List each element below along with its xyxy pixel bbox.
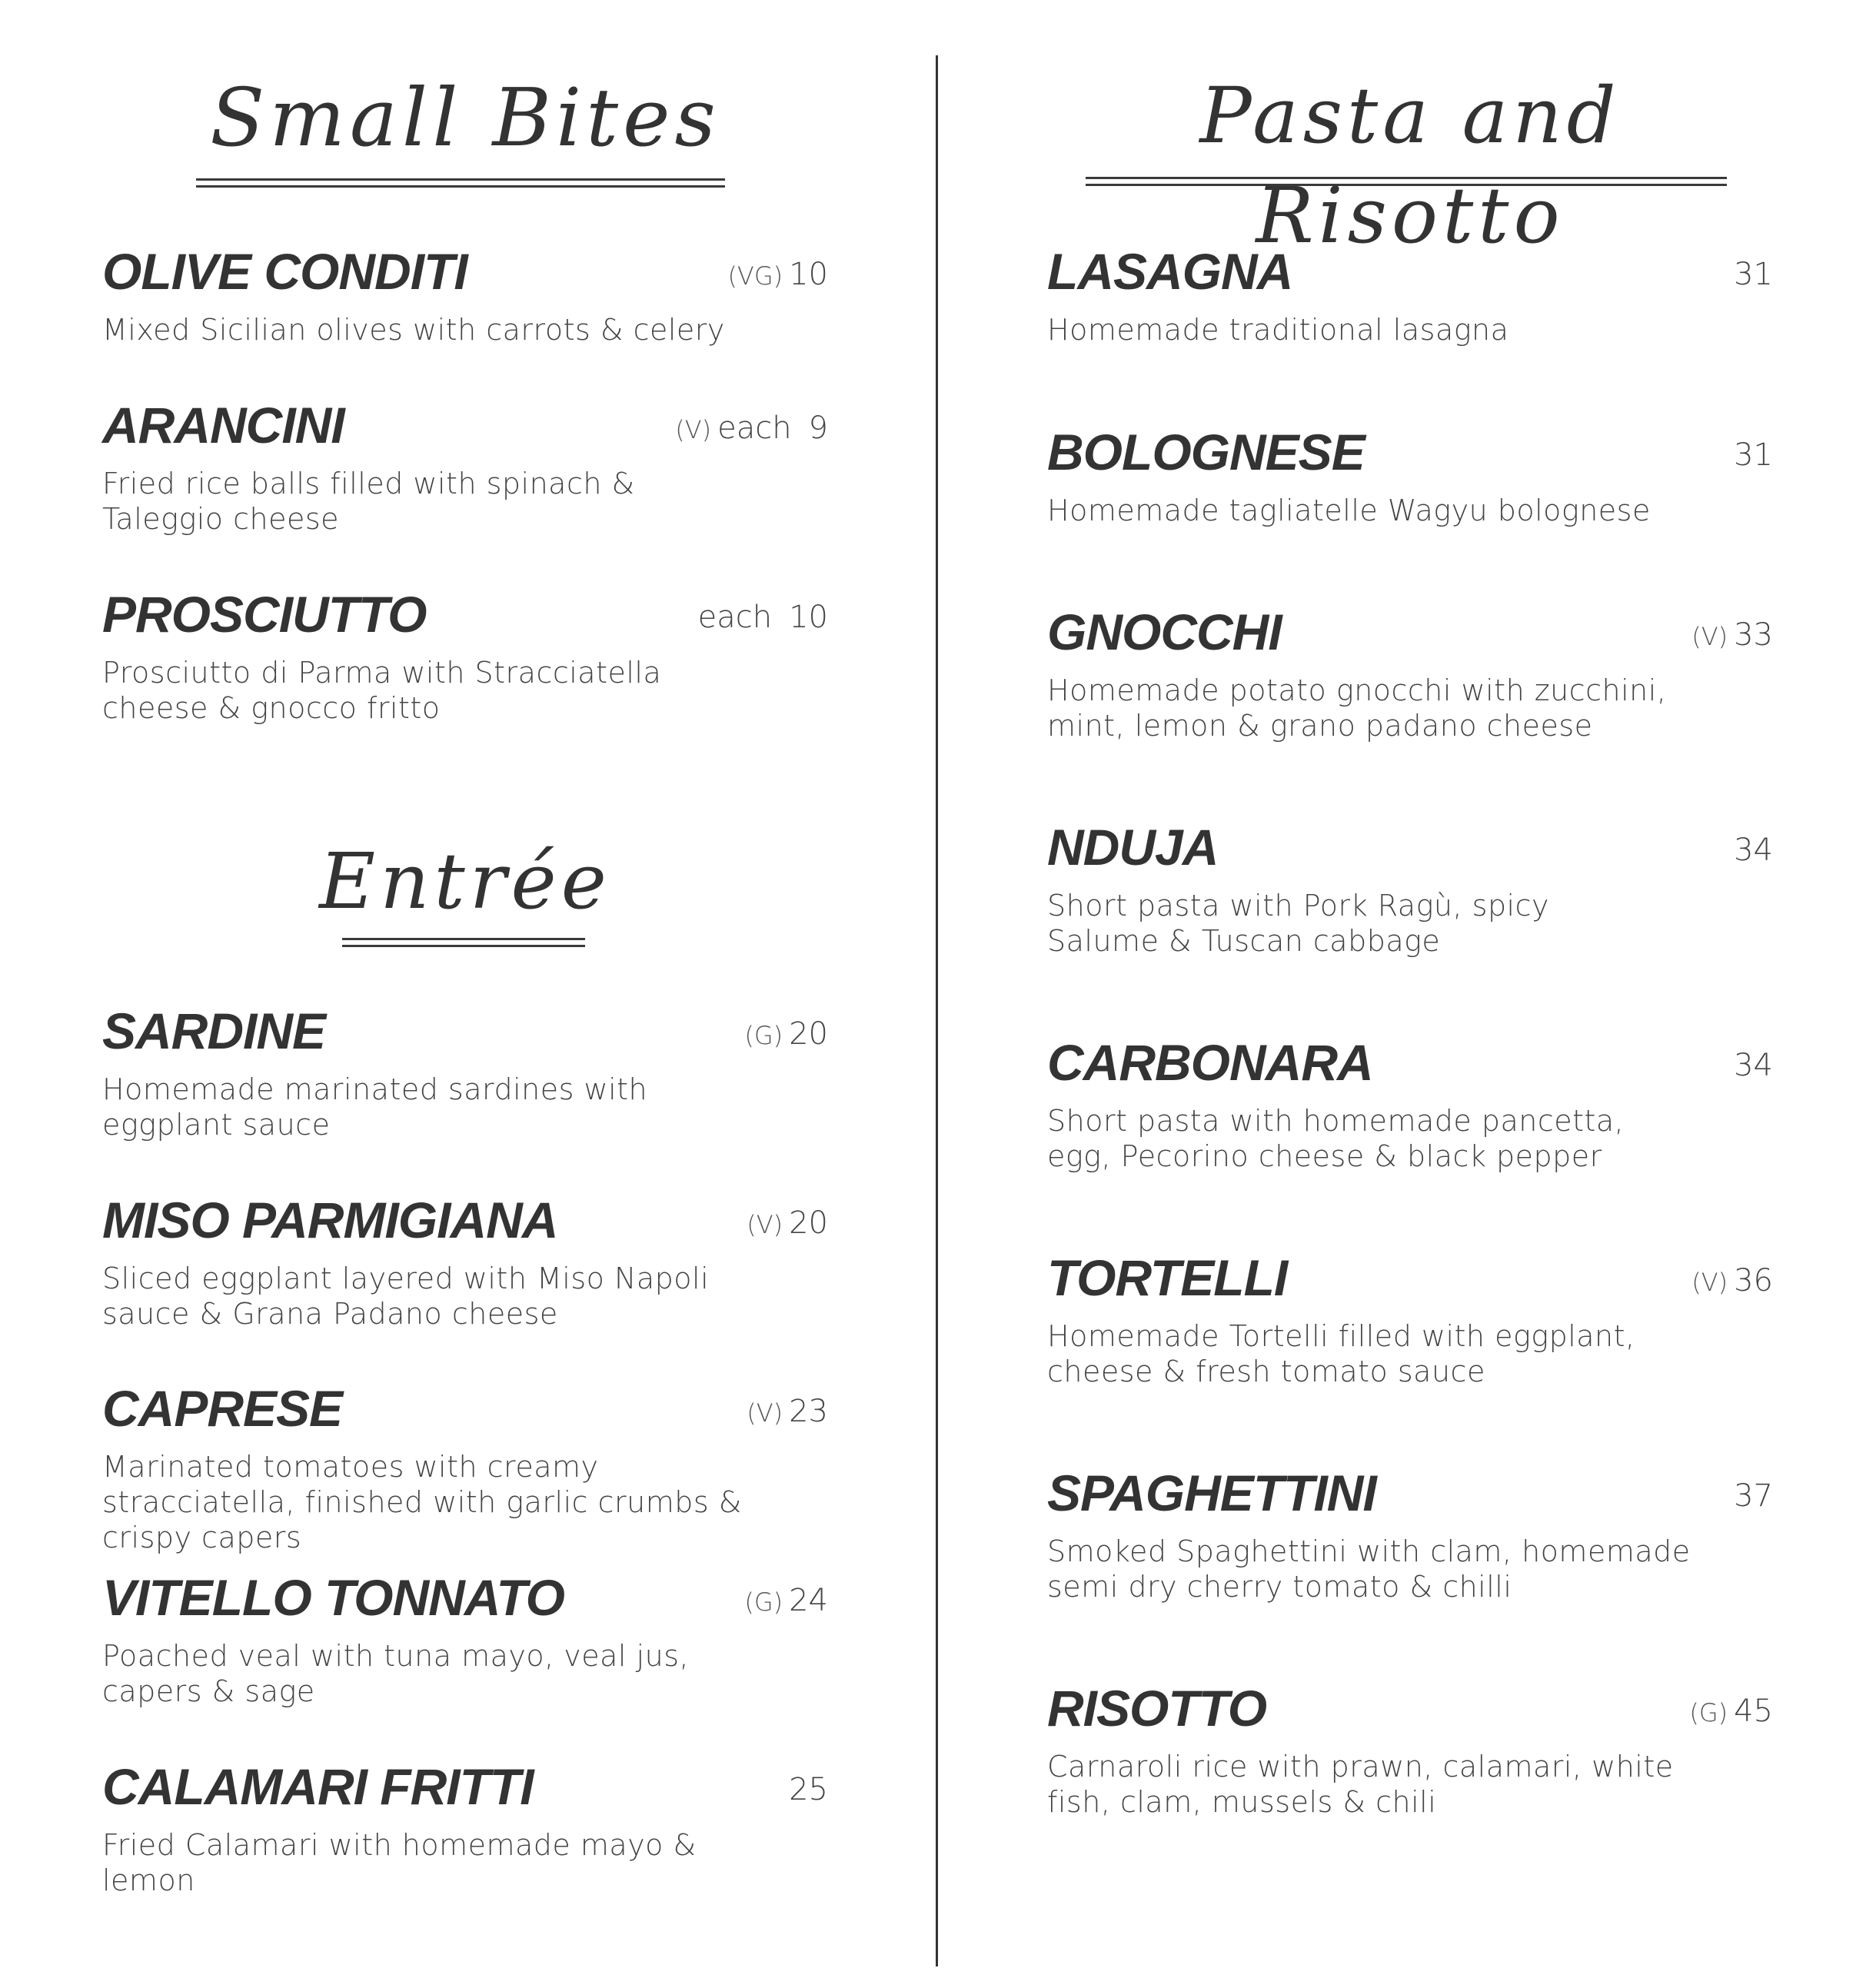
item-name: CARBONARA: [1047, 1034, 1373, 1091]
item-name: TORTELLI: [1047, 1249, 1288, 1306]
item-name: BOLOGNESE: [1047, 424, 1365, 480]
item-name: NDUJA: [1047, 819, 1219, 876]
price-value: 25: [789, 1772, 828, 1807]
price-value: 34: [1734, 1048, 1773, 1083]
item-description: Fried rice balls filled with spinach & Taleggio cheese: [102, 467, 635, 536]
item-price: [675, 409, 828, 449]
item-description: Short pasta with Pork Ragù, spicy Salume & Tuscan cabbage: [1047, 889, 1549, 958]
unit-label: each: [697, 600, 773, 635]
item-price: [727, 255, 828, 295]
item-description: Fried Calamari with homemade mayo & lemon: [102, 1828, 697, 1897]
item-price: [1734, 1046, 1773, 1085]
column-divider: [936, 55, 938, 1966]
price-value: 31: [1734, 437, 1773, 473]
price-value: 20: [789, 1205, 828, 1241]
item-description: Homemade Tortelli filled with eggplant, cheese & fresh tomato sauce: [1047, 1319, 1635, 1388]
item-price: [698, 598, 828, 637]
item-price: [747, 1392, 828, 1432]
item-description: Smoked Spaghettini with clam, homemade semi dry cherry tomato & chilli: [1047, 1534, 1691, 1604]
price-value: 10: [789, 600, 828, 635]
item-name: SPAGHETTINI: [1047, 1464, 1376, 1521]
title-double-rule: [196, 178, 725, 188]
section-title-small-bites: Small Bites: [210, 71, 720, 165]
item-description: Prosciutto di Parma with Stracciatella cheese & gnocco fritto: [102, 656, 662, 725]
item-name: SARDINE: [102, 1002, 326, 1059]
price-value: 34: [1734, 833, 1773, 868]
item-description: Carnaroli rice with prawn, calamari, white fish, clam, mussels & chili: [1047, 1750, 1674, 1819]
item-name: ARANCINI: [102, 397, 344, 454]
item-price: [1689, 1692, 1773, 1732]
item-price: [1734, 255, 1773, 294]
item-description: Poached veal with tuna mayo, veal jus, capers & sage: [102, 1639, 690, 1708]
item-description: Sliced eggplant layered with Miso Napoli sauce & Grana Padano cheese: [102, 1262, 710, 1331]
item-name: RISOTTO: [1047, 1680, 1267, 1737]
diet-tag: (V): [1691, 1268, 1728, 1297]
item-description: Marinated tomatoes with creamy stracciatella, finished with garlic crumbs & crispy capers: [102, 1450, 742, 1554]
diet-tag: (G): [1689, 1698, 1728, 1727]
item-name: PROSCIUTTO: [102, 586, 427, 643]
item-name: CAPRESE: [102, 1380, 343, 1437]
item-name: GNOCCHI: [1047, 603, 1282, 660]
item-description: Homemade marinated sardines with eggplant sauce: [102, 1072, 648, 1142]
diet-tag: (V): [1691, 622, 1728, 651]
item-description: Mixed Sicilian olives with carrots & celery: [102, 313, 725, 347]
item-name: CALAMARI FRITTI: [102, 1758, 534, 1815]
price-value: 37: [1734, 1478, 1773, 1514]
diet-tag: (VG): [727, 261, 783, 291]
item-description: Homemade potato gnocchi with zucchini, mint, lemon & grano padano cheese: [1047, 673, 1667, 743]
item-description: Short pasta with homemade pancetta, egg, Pecorino cheese & black pepper: [1047, 1104, 1625, 1173]
price-value: 36: [1734, 1263, 1773, 1298]
item-price: [1691, 616, 1773, 656]
diet-tag: (G): [744, 1587, 783, 1617]
item-price: [1691, 1262, 1773, 1301]
item-name: VITELLO TONNATO: [102, 1569, 565, 1626]
price-value: 33: [1734, 617, 1773, 653]
item-price: [789, 1770, 828, 1809]
item-price: [744, 1015, 828, 1055]
price-value: 45: [1734, 1694, 1773, 1729]
item-description: Homemade tagliatelle Wagyu bolognese: [1047, 494, 1651, 527]
title-double-rule: [342, 938, 585, 947]
item-name: OLIVE CONDITI: [102, 243, 467, 300]
item-name: MISO PARMIGIANA: [102, 1192, 558, 1248]
item-description: Homemade traditional lasagna: [1047, 313, 1509, 347]
price-value: 23: [789, 1394, 828, 1429]
price-value: 20: [789, 1016, 828, 1052]
item-price: [1734, 1477, 1773, 1515]
item-price: [747, 1204, 828, 1244]
diet-tag: (G): [744, 1021, 783, 1050]
item-price: [744, 1581, 828, 1621]
item-price: [1734, 831, 1773, 869]
item-name: LASAGNA: [1047, 243, 1293, 300]
price-value: 24: [789, 1583, 828, 1618]
price-value: 9: [808, 411, 828, 446]
price-value: 31: [1734, 257, 1773, 292]
diet-tag: (V): [675, 415, 712, 444]
diet-tag: (V): [747, 1210, 783, 1239]
item-price: [1734, 436, 1773, 474]
price-value: 10: [789, 257, 828, 292]
section-title-entree: Entrée: [319, 836, 611, 926]
diet-tag: (V): [747, 1398, 783, 1428]
section-title-pasta-risotto: Pasta and Risotto: [1199, 71, 1621, 261]
unit-label: each: [717, 411, 792, 446]
title-double-rule: [1086, 177, 1727, 186]
